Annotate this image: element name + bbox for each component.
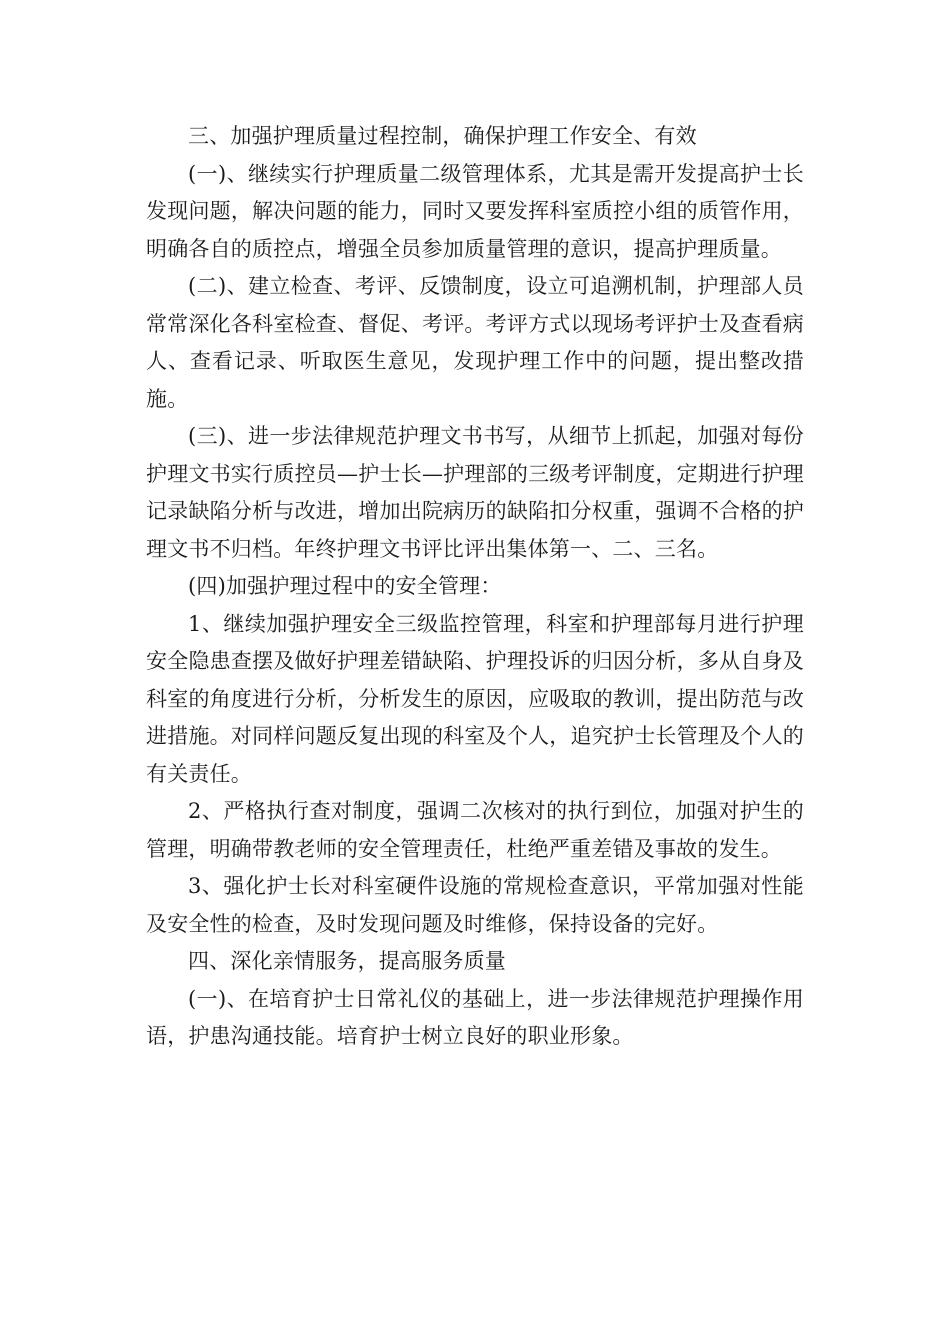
paragraph-3-4-item-2: 2、严格执行查对制度，强调二次核对的执行到位，加强对护生的管理，明确带教老师的安全管理责任，杜绝严重差错及事故的发生。 (146, 799, 804, 861)
paragraph-3-1: (一)、继续实行护理质量二级管理体系，尤其是需开发提高护士长发现问题，解决问题的能力，同时又要发挥科室质控小组的质管作用，明确各自的质控点，增强全员参加质量管理的意识，提高护理质量。 (146, 161, 804, 261)
paragraph-3-3: (三)、进一步法律规范护理文书书写，从细节上抓起，加强对每份护理文书实行质控员—护士长—护理部的三级考评制度，定期进行护理记录缺陷分析与改进，增加出院病历的缺陷扣分权重，强调不合格的护理文书不归档。年终护理文书评比评出集体第一、二、三名。 (146, 424, 804, 561)
paragraph-3-4-item-1: 1、继续加强护理安全三级监控管理，科室和护理部每月进行护理安全隐患查摆及做好护理差错缺陷、护理投诉的归因分析，多从自身及科室的角度进行分析，分析发生的原因，应吸取的教训，提出防范与改进措施。对同样问题反复出现的科室及个人，追究护士长管理及个人的有关责任。 (146, 611, 804, 786)
paragraph-3-4-heading: (四)加强护理过程中的安全管理： (188, 574, 502, 598)
paragraph-3-4-item-3: 3、强化护士长对科室硬件设施的常规检查意识，平常加强对性能及安全性的检查，及时发现问题及时维修，保持设备的完好。 (146, 874, 804, 936)
section-heading-3: 三、加强护理质量过程控制，确保护理工作安全、有效 (188, 124, 697, 148)
section-heading-4: 四、深化亲情服务，提高服务质量 (188, 949, 506, 973)
paragraph-3-2: (二)、建立检查、考评、反馈制度，设立可追溯机制，护理部人员常常深化各科室检查、督促、考评。考评方式以现场考评护士及查看病人、查看记录、听取医生意见，发现护理工作中的问题，提出整改措施。 (146, 274, 804, 411)
paragraph-4-1: (一)、在培育护士日常礼仪的基础上，进一步法律规范护理操作用语，护患沟通技能。培育护士树立良好的职业形象。 (146, 986, 804, 1048)
document-page (146, 118, 804, 1218)
